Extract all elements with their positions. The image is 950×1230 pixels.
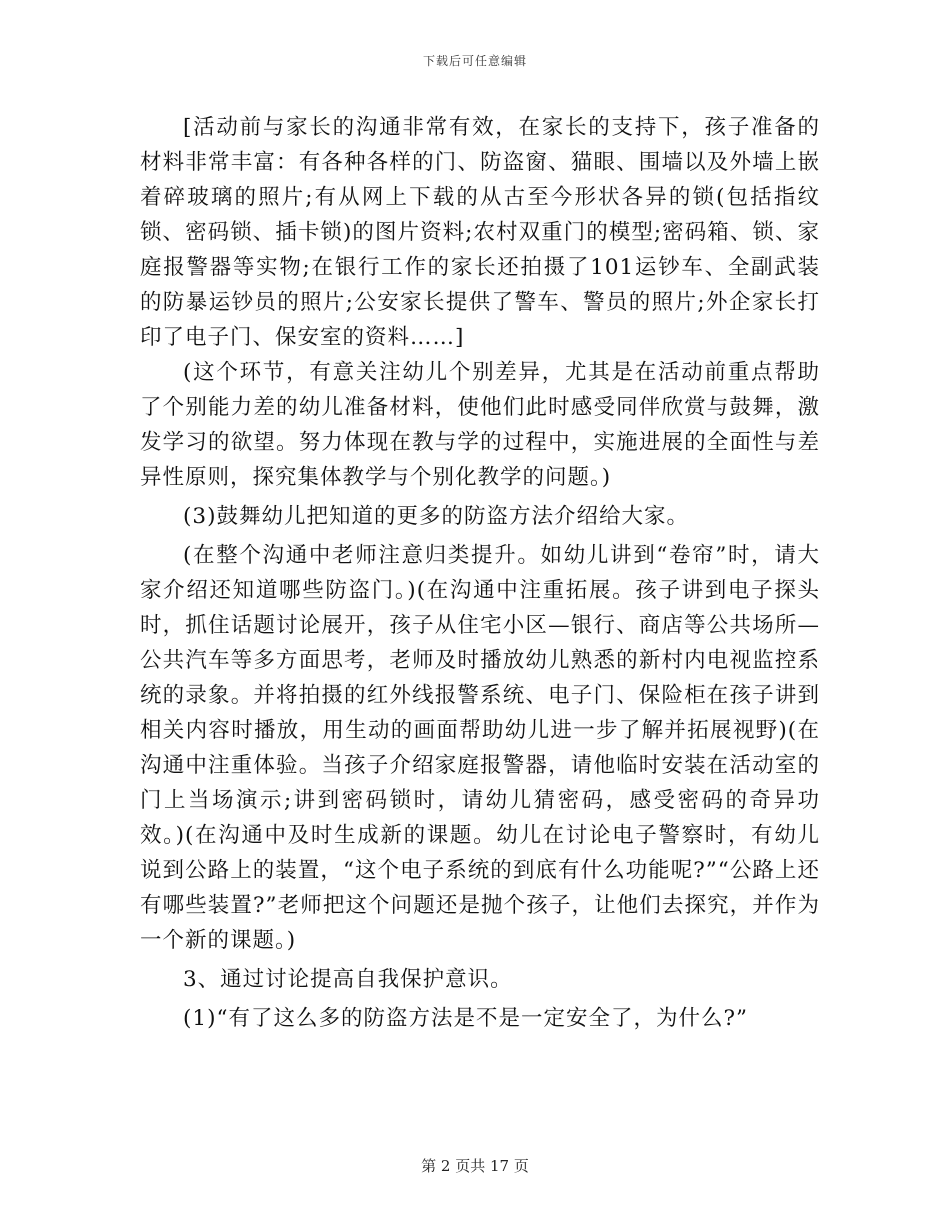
paragraph-discussion-notes: (在整个沟通中老师注意归类提升。如幼儿讲到“卷帘”时，请大家介绍还知道哪些防盗门。)(在沟通中注重拓展。孩子讲到电子探头时，抓住话题讨论展开，孩子从住宅小区—银行、商店等公共场所—公共汽车等多方面思考，老师及时播放幼儿熟悉的新村内电视监控系统的录象。并将拍摄的红外线报警系统、电子门、保险柜在孩子讲到相关内容时播放，用生动的画面帮助幼儿进一步了解并拓展视野)(在沟通中注重体验。当孩子介绍家庭报警器，请他临时安装在活动室的门上当场演示;讲到密码锁时，请幼儿猜密码，感受密码的奇异功效。)(在沟通中及时生成新的课题。幼儿在讨论电子警察时，有幼儿说到公路上的装置，“这个电子系统的到底有什么功能呢?”“公路上还有哪些装置?”老师把这个问题还是抛个孩子，让他们去探究，并作为一个新的课题。) (140, 543, 820, 953)
page-footer: 第 2 页共 17 页 (421, 1157, 529, 1175)
document-body (140, 110, 820, 1036)
page-header: 下载后可任意编辑 (422, 54, 527, 68)
section-heading-3: 3、通过讨论提高自我保护意识。 (183, 967, 513, 992)
paragraph-question-1: (1)“有了这么多的防盗方法是不是一定安全了，为什么?” (183, 1006, 748, 1031)
paragraph-materials: [活动前与家长的沟通非常有效，在家长的支持下，孩子准备的材料非常丰富：有各种各样的门、防盗窗、猫眼、围墙以及外墙上嵌着碎玻璃的照片;有从网上下载的从古至今形状各异的锁(包括指纹锁、密码锁、插卡锁)的图片资料;农村双重门的模型;密码箱、锁、家庭报警器等实物;在银行工作的家长还拍摄了101运钞车、全副武装的防暴运钞员的照片;公安家长提供了警车、警员的照片;外企家长打印了电子门、保安室的资料……] (140, 115, 820, 350)
paragraph-individual-differences: (这个环节，有意关注幼儿个别差异，尤其是在活动前重点帮助了个别能力差的幼儿准备材料，使他们此时感受同伴欣赏与鼓舞，激发学习的欲望。努力体现在教与学的过程中，实施进展的全面性与差异性原则，探究集体教学与个别化教学的问题。) (140, 360, 820, 490)
paragraph-step-3: (3)鼓舞幼儿把知道的更多的防盗方法介绍给大家。 (183, 504, 689, 529)
